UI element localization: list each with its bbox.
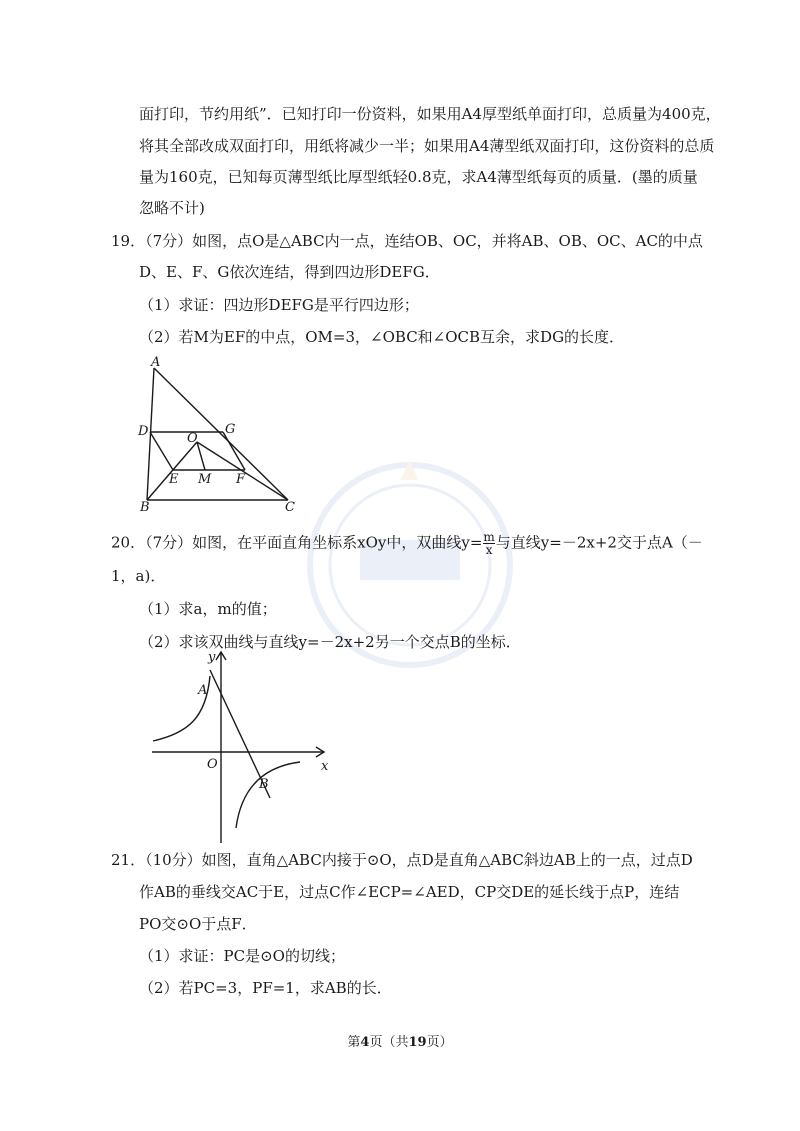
q20-part-2: （2）求该双曲线与直线y=－2x+2另一个交点B的坐标． [139, 633, 521, 651]
label-d: D [138, 424, 149, 439]
label-g: G [225, 422, 236, 437]
q19-line-2: D、E、F、G依次连结，得到四边形DEFG． [139, 263, 440, 281]
label-y: y [208, 650, 216, 665]
q19-part-1: （1）求证：四边形DEFG是平行四边形； [139, 296, 419, 314]
q21-line-2: 作AB的垂线交AC于E，过点C作∠ECP=∠AED，CP交DE的延长线于点P，连结 [139, 883, 680, 901]
fraction-denominator: x [485, 543, 493, 557]
fraction-numerator: m [483, 530, 495, 544]
label-m: M [198, 472, 212, 487]
label-a: A [151, 355, 161, 370]
label-a: A [198, 683, 208, 698]
label-o: O [187, 431, 198, 446]
q21-line-3: PO交⊙O于点F． [139, 915, 257, 933]
label-x: x [321, 759, 329, 774]
footer-page-number: 4 [360, 1035, 370, 1050]
label-e: E [169, 472, 179, 487]
fraction [483, 531, 494, 556]
q21-part-2: （2）若PC=3，PF=1，求AB的长． [139, 979, 392, 997]
label-b: B [140, 500, 150, 515]
edge-gf [223, 432, 245, 470]
page-footer [0, 1031, 800, 1050]
edge-de [150, 432, 173, 470]
edge-ob [147, 442, 197, 500]
intro-line-3: 量为160克，已知每页薄型纸比厚型纸轻0.8克，求A4薄型纸每页的质量．(墨的质量 [139, 168, 698, 186]
intro-line-2: 将其全部改成双面打印，用纸将减少一半；如果用A4薄型纸双面打印，这份资料的总质 [139, 137, 715, 155]
label-f: F [236, 472, 246, 487]
footer-total-pages: 19 [408, 1035, 427, 1050]
q20-line-1-start: 20．（7分）如图，在平面直角坐标系xOy中，双曲线y= [111, 533, 483, 552]
intro-line-4: 忽略不计) [139, 199, 205, 217]
footer-suffix: 页） [426, 1035, 453, 1050]
q20-part-1: （1）求a，m的值； [139, 600, 277, 618]
edge-oc [197, 442, 288, 500]
q19-part-2: （2）若M为EF的中点，OM=3，∠OBC和∠OCB互余，求DG的长度． [139, 328, 625, 346]
label-origin: O [207, 757, 218, 772]
q20-line-1 [111, 531, 703, 556]
q20-line-1-end: 与直线y=－2x+2交于点A（－ [495, 533, 703, 552]
label-b: B [259, 777, 269, 792]
footer-middle: 页（共 [369, 1035, 409, 1050]
q21-line-1: 21．（10分）如图，直角△ABC内接于⊙O，点D是直角△ABC斜边AB上的一点，过点D [111, 851, 693, 869]
q19-figure [135, 355, 305, 515]
label-c: C [285, 500, 295, 515]
q21-part-1: （1）求证：PC是⊙O的切线； [139, 947, 345, 965]
footer-prefix: 第 [347, 1035, 361, 1050]
intro-line-1: 面打印，节约用纸”．已知打印一份资料，如果用A4厚型纸单面打印，总质量为400克， [139, 105, 721, 123]
q20-figure [148, 648, 338, 848]
q19-line-1: 19．（7分）如图，点O是△ABC内一点，连结OB、OC，并将AB、OB、OC、AC的中点 [111, 232, 703, 250]
q20-line-2: 1，a)． [111, 567, 166, 585]
